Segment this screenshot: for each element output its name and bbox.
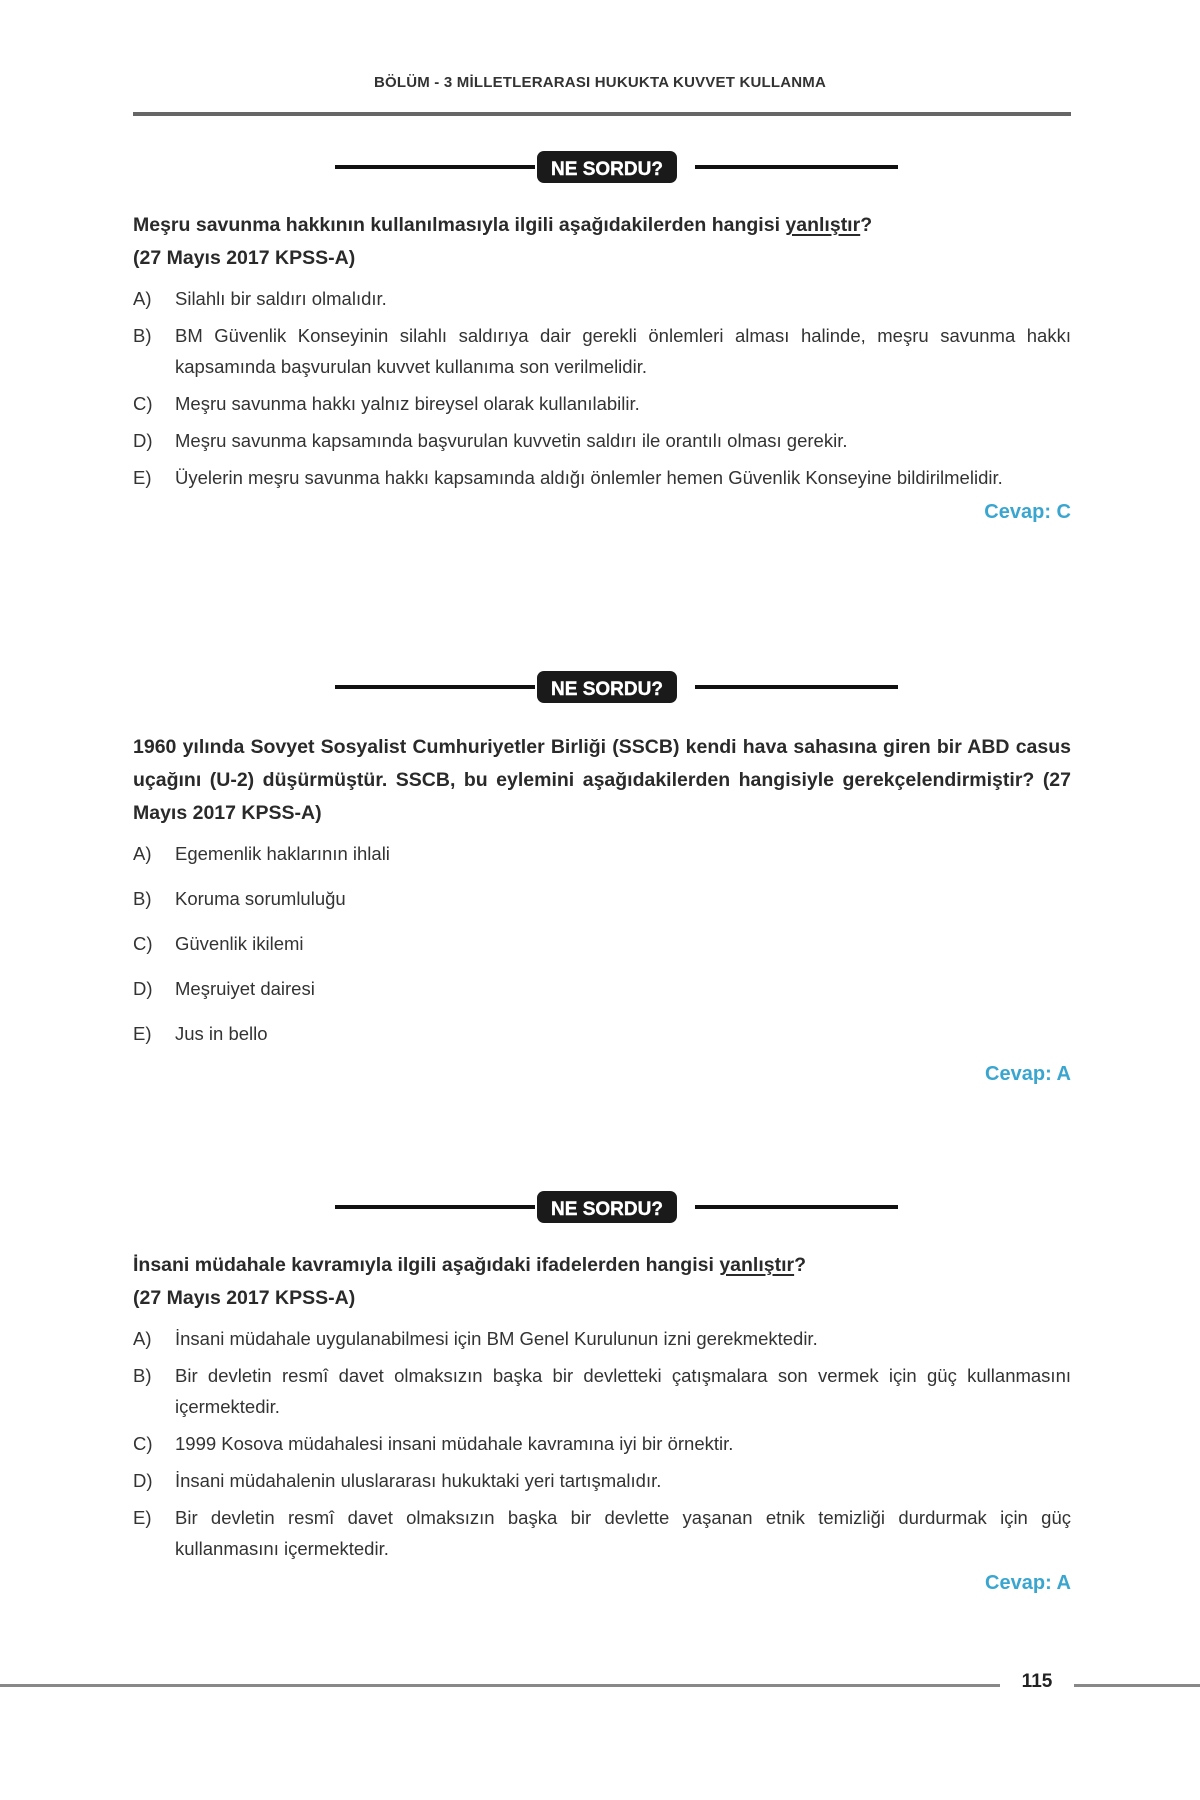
banner-line-right <box>695 685 898 689</box>
option-a <box>133 1323 1071 1354</box>
option-text: BM Güvenlik Konseyinin silahlı saldırıya dair gerekli önlemleri alması halinde, meşru savunma hakkı kapsamında başvurulan kuvvet kullanıma son verilmelidir. <box>175 325 1071 377</box>
banner-label: NE SORDU? <box>551 159 663 180</box>
option-letter: C) <box>133 1433 153 1454</box>
option-text: Koruma sorumluluğu <box>175 888 346 909</box>
banner-line-left <box>335 165 535 169</box>
footer-rule-right <box>1074 1684 1200 1687</box>
question-1 <box>133 209 1071 524</box>
option-b <box>133 883 1071 914</box>
question-3-stem <box>133 1249 1071 1282</box>
answer-label: Cevap: A <box>985 1572 1071 1594</box>
option-letter: A) <box>133 843 152 864</box>
option-d <box>133 1465 1071 1496</box>
option-letter: E) <box>133 1507 152 1528</box>
question-2-options <box>133 838 1071 1049</box>
option-letter: D) <box>133 1470 153 1491</box>
option-letter: E) <box>133 1023 152 1044</box>
option-d <box>133 973 1071 1004</box>
question-1-mark: ? <box>860 214 873 236</box>
option-e <box>133 1502 1071 1564</box>
option-a <box>133 838 1071 869</box>
banner-line-left <box>335 1205 535 1209</box>
question-1-options <box>133 283 1071 493</box>
option-text: Meşru savunma hakkı yalnız bireysel olarak kullanılabilir. <box>175 393 640 414</box>
option-e <box>133 462 1071 493</box>
option-text: Bir devletin resmî davet olmaksızın başka bir devletteki çatışmalara son vermek için güç kullanmasını içermektedir. <box>175 1365 1071 1417</box>
ne-sordu-banner <box>335 142 898 192</box>
option-d <box>133 425 1071 456</box>
option-b <box>133 320 1071 382</box>
question-1-text: Meşru savunma hakkının kullanılmasıyla ilgili aşağıdakilerden hangisi <box>133 214 786 236</box>
ne-sordu-logo <box>535 665 695 709</box>
banner-label: NE SORDU? <box>551 679 663 700</box>
option-text: Jus in bello <box>175 1023 268 1044</box>
option-letter: A) <box>133 288 152 309</box>
option-text: Güvenlik ikilemi <box>175 933 304 954</box>
option-text: Meşruiyet dairesi <box>175 978 315 999</box>
question-3-text: İnsani müdahale kavramıyla ilgili aşağıdaki ifadelerden hangisi <box>133 1254 720 1276</box>
option-letter: D) <box>133 978 153 999</box>
option-letter: C) <box>133 933 153 954</box>
ne-sordu-logo <box>535 145 695 189</box>
footer-rule-left <box>0 1684 1000 1687</box>
answer-label: Cevap: A <box>985 1063 1071 1085</box>
option-letter: C) <box>133 393 153 414</box>
banner-label: NE SORDU? <box>551 1199 663 1220</box>
option-letter: B) <box>133 888 152 909</box>
question-3 <box>133 1249 1071 1595</box>
question-1-emphasis: yanlıştır <box>785 214 861 236</box>
header-divider <box>133 112 1071 116</box>
banner-line-left <box>335 685 535 689</box>
option-text: Meşru savunma kapsamında başvurulan kuvvetin saldırı ile orantılı olması gerekir. <box>175 430 848 451</box>
option-letter: B) <box>133 1365 152 1386</box>
option-text: İnsani müdahalenin uluslararası hukuktaki yeri tartışmalıdır. <box>175 1470 662 1491</box>
option-text: Bir devletin resmî davet olmaksızın başka bir devlette yaşanan etnik temizliği durdurmak için güç kullanmasını içermektedir. <box>175 1507 1071 1559</box>
question-3-emphasis: yanlıştır <box>719 1254 795 1276</box>
option-c <box>133 928 1071 959</box>
question-1-source: (27 Mayıs 2017 KPSS-A) <box>133 247 356 269</box>
question-3-mark: ? <box>794 1254 807 1276</box>
banner-line-right <box>695 1205 898 1209</box>
option-letter: B) <box>133 325 152 346</box>
option-b <box>133 1360 1071 1422</box>
option-c <box>133 388 1071 419</box>
page-number: 115 <box>1021 1671 1053 1692</box>
ne-sordu-banner <box>335 662 898 712</box>
option-a <box>133 283 1071 314</box>
banner-line-right <box>695 165 898 169</box>
ne-sordu-logo <box>535 1185 695 1229</box>
question-1-stem <box>133 209 1071 242</box>
option-text: 1999 Kosova müdahalesi insani müdahale kavramına iyi bir örnektir. <box>175 1433 734 1454</box>
question-3-options <box>133 1323 1071 1564</box>
option-text: Silahlı bir saldırı olmalıdır. <box>175 288 387 309</box>
question-2-text: 1960 yılında Sovyet Sosyalist Cumhuriyetler Birliği (SSCB) kendi hava sahasına giren bir ABD casus uçağını (U-2) düşürmüştür. SSCB, bu eylemini aşağıdakilerden hangisiyle gerekçelendirmiştir? (27 Mayıs 2017 KPSS-A) <box>133 736 1071 824</box>
option-letter: D) <box>133 430 153 451</box>
question-3-source: (27 Mayıs 2017 KPSS-A) <box>133 1287 356 1309</box>
chapter-header: BÖLÜM - 3 MİLLETLERARASI HUKUKTA KUVVET KULLANMA <box>373 74 827 91</box>
question-2 <box>133 731 1071 1086</box>
ne-sordu-banner <box>335 1182 898 1232</box>
option-text: Egemenlik haklarının ihlali <box>175 843 390 864</box>
option-text: İnsani müdahale uygulanabilmesi için BM Genel Kurulunun izni gerekmektedir. <box>175 1328 818 1349</box>
answer-label: Cevap: C <box>984 501 1071 523</box>
option-text: Üyelerin meşru savunma hakkı kapsamında aldığı önlemler hemen Güvenlik Konseyine bildirilmelidir. <box>175 467 1003 488</box>
option-letter: A) <box>133 1328 152 1349</box>
option-e <box>133 1018 1071 1049</box>
option-c <box>133 1428 1071 1459</box>
option-letter: E) <box>133 467 152 488</box>
